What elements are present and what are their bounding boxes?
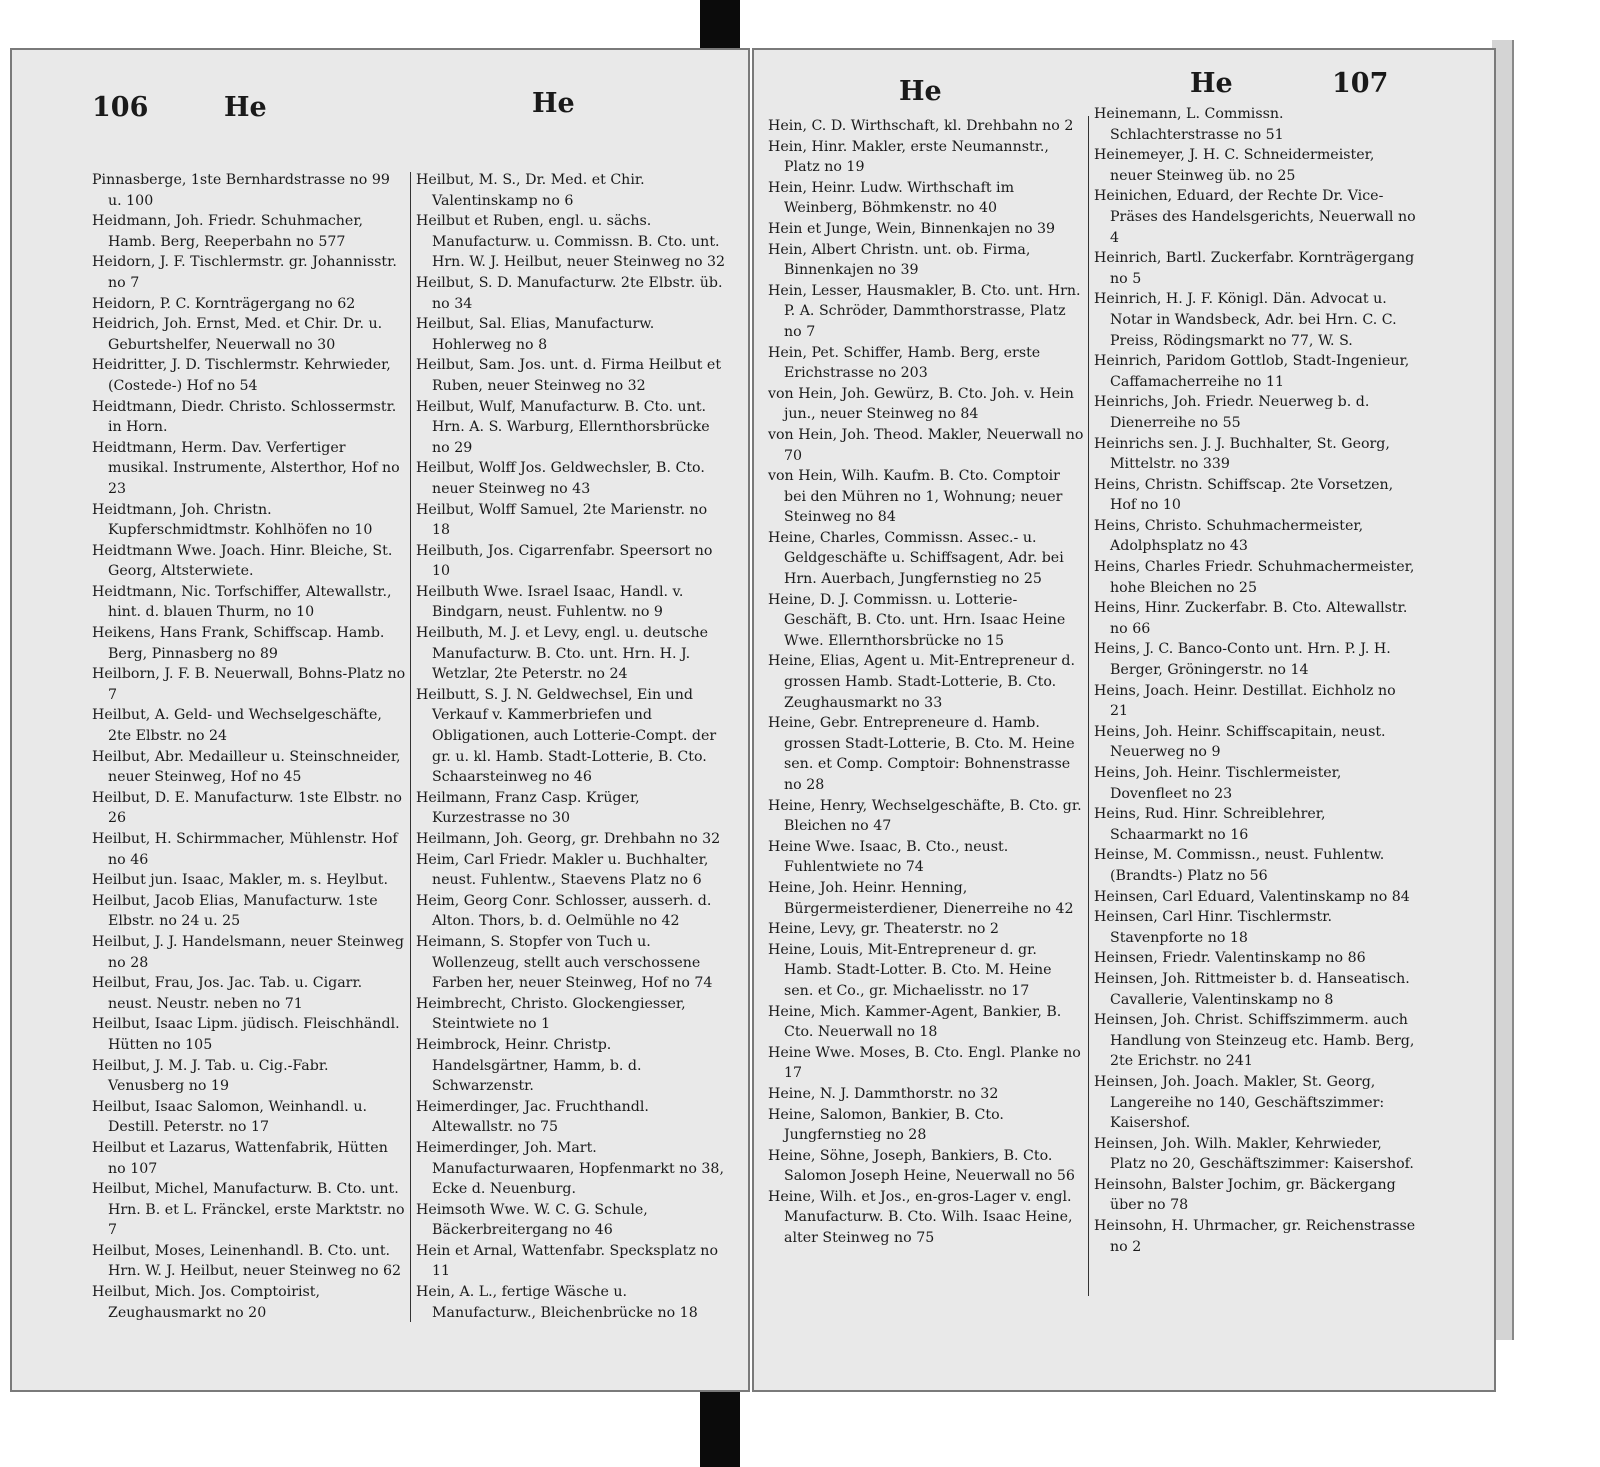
directory-entry: Heilbut, Isaac Salomon, Weinhandl. u. Destill. Peterstr. no 17 — [92, 1098, 367, 1136]
directory-entry: Hein, C. D. Wirthschaft, kl. Drehbahn no 2 — [768, 118, 1074, 134]
directory-entry: Heins, J. C. Banco-Conto unt. Hrn. P. J. H. Berger, Gröningerstr. no 14 — [1094, 641, 1391, 679]
directory-entry: Heidorn, J. F. Tischlermstr. gr. Johannisstr. no 7 — [92, 254, 397, 291]
directory-entry: Heinsen, Joh. Rittmeister b. d. Hanseatisch. Cavallerie, Valentinskamp no 8 — [1094, 970, 1410, 1008]
page-number-right: 107 — [1332, 68, 1389, 99]
directory-entry: Heins, Christo. Schuhmachermeister, Adolphsplatz no 43 — [1094, 517, 1364, 555]
directory-entry: Heilbut, Isaac Lipm. jüdisch. Fleischhändl. Hütten no 105 — [92, 1016, 400, 1053]
directory-entry: Heim, Georg Conr. Schlosser, ausserh. d. Alton. Thors, b. d. Oelmühle no 42 — [416, 892, 712, 930]
directory-entry: Hein, Pet. Schiffer, Hamb. Berg, erste Erichstrasse no 203 — [768, 344, 1041, 382]
directory-entry: Heilbut, Sam. Jos. unt. d. Firma Heilbut et Ruben, neuer Steinweg no 32 — [416, 357, 722, 394]
directory-entry: Heinse, M. Commissn., neust. Fuhlentw. (Brandts-) Platz no 56 — [1094, 847, 1385, 884]
directory-entry: Hein et Junge, Wein, Binnenkajen no 39 — [768, 220, 1056, 237]
directory-entry: Heilbut, Wolff Jos. Geldwechsler, B. Cto. neuer Steinweg no 43 — [416, 460, 705, 497]
directory-entry: Heine, Wilh. et Jos., en-gros-Lager v. engl. Manufacturw. B. Cto. Wilh. Isaac Heine, alter Steinweg no 75 — [768, 1188, 1073, 1247]
directory-entry: Heilbut, S. D. Manufacturw. 2te Elbstr. üb. no 34 — [416, 274, 723, 312]
directory-entry: Heinsen, Carl Hinr. Tischlermstr. Stavenpforte no 18 — [1094, 909, 1332, 946]
directory-entry: Hein, Hinr. Makler, erste Neumannstr., Platz no 19 — [768, 138, 1049, 176]
directory-entry: Heinrich, Paridom Gottlob, Stadt-Ingenieur, Caffamacherreihe no 11 — [1094, 353, 1410, 390]
running-head-left-2: He — [532, 88, 575, 119]
directory-entry: Heine, N. J. Dammthorstr. no 32 — [768, 1085, 999, 1102]
directory-entry: Heinsohn, Balster Jochim, gr. Bäckergang über no 78 — [1094, 1176, 1396, 1214]
directory-entry: von Hein, Joh. Gewürz, B. Cto. Joh. v. Hein jun., neuer Steinweg no 84 — [768, 385, 1074, 423]
directory-entry: Heine, Salomon, Bankier, B. Cto. Jungfernstieg no 28 — [768, 1106, 1004, 1144]
directory-entry: Heimann, S. Stopfer von Tuch u. Wollenzeug, stellt auch verschossene Farben her, neuer Steinweg, Hof no 74 — [416, 933, 713, 992]
directory-entry: Heins, Joach. Heinr. Destillat. Eichholz no 21 — [1094, 682, 1396, 720]
directory-entry: Heine, Mich. Kammer-Agent, Bankier, B. Cto. Neuerwall no 18 — [768, 1003, 1062, 1041]
directory-entry: Heilbuth Wwe. Israel Isaac, Handl. v. Bindgarn, neust. Fuhlentw. no 9 — [416, 583, 684, 621]
directory-entry: Heilbut, Wolff Samuel, 2te Marienstr. no 18 — [416, 501, 708, 539]
directory-entry: Heilbut, J. M. J. Tab. u. Cig.-Fabr. Venusberg no 19 — [92, 1057, 329, 1095]
left-page — [10, 48, 750, 1392]
directory-entry: Heilbut et Lazarus, Wattenfabrik, Hütten no 107 — [92, 1139, 388, 1177]
directory-entry: Heinrichs, Joh. Friedr. Neuerweg b. d. Dienerreihe no 55 — [1094, 394, 1370, 431]
directory-entry: Heilbutt, S. J. N. Geldwechsel, Ein und Verkauf v. Kammerbriefen und Obligationen, auch Lotterie-Compt. der gr. u. kl. Hamb. Stadt-Lotterie, B. Cto. Schaarsteinweg no 46 — [416, 686, 717, 786]
directory-entry: Heine, Levy, gr. Theaterstr. no 2 — [768, 921, 999, 938]
directory-entry: Pinnasberge, 1ste Bernhardstrasse no 99 u. 100 — [92, 172, 390, 209]
directory-entry: Heilbut, A. Geld- und Wechselgeschäfte, 2te Elbstr. no 24 — [92, 707, 382, 745]
directory-entry: Heine, Charles, Commissn. Assec.- u. Geldgeschäfte u. Schiffsagent, Adr. bei Hrn. Auerbach, Jungfernstieg no 25 — [768, 529, 1064, 588]
directory-entry: Heinemann, L. Commissn. Schlachterstrasse no 51 — [1094, 106, 1284, 143]
directory-entry: Hein, Lesser, Hausmakler, B. Cto. unt. Hrn. P. A. Schröder, Dammthorstrasse, Platz no 7 — [768, 282, 1081, 340]
directory-entry: Heidritter, J. D. Tischlermstr. Kehrwieder, (Costede-) Hof no 54 — [92, 357, 391, 394]
column-rule-right — [1088, 116, 1089, 1296]
directory-entry: Heins, Joh. Heinr. Schiffscapitain, neust. Neuerweg no 9 — [1094, 723, 1386, 761]
directory-entry: Heikens, Hans Frank, Schiffscap. Hamb. Berg, Pinnasberg no 89 — [92, 625, 385, 662]
directory-entry: Heilbut jun. Isaac, Makler, m. s. Heylbut. — [92, 872, 389, 889]
directory-entry: Heine, D. J. Commissn. u. Lotterie-Geschäft, B. Cto. unt. Hrn. Isaac Heine Wwe. Ellernthorsbrücke no 15 — [768, 591, 1066, 649]
directory-entry: Heilbut, J. J. Handelsmann, neuer Steinweg no 28 — [92, 933, 404, 971]
left-page-column-2 — [416, 170, 728, 1323]
directory-entry: von Hein, Wilh. Kaufm. B. Cto. Comptoir bei den Mühren no 1, Wohnung; neuer Steinweg no 84 — [768, 468, 1063, 526]
directory-entry: Heine Wwe. Isaac, B. Cto., neust. Fuhlentwiete no 74 — [768, 838, 1009, 876]
directory-entry: Heins, Hinr. Zuckerfabr. B. Cto. Altewallstr. no 66 — [1094, 600, 1408, 637]
directory-entry: Hein, A. L., fertige Wäsche u. Manufacturw., Bleichenbrücke no 18 — [416, 1284, 698, 1321]
directory-entry: Heilmann, Franz Casp. Krüger, Kurzestrasse no 30 — [416, 789, 640, 827]
page-number-left: 106 — [92, 92, 149, 123]
right-page-column-1 — [768, 116, 1084, 1249]
directory-entry: Heimerdinger, Jac. Fruchthandl. Altewallstr. no 75 — [416, 1098, 649, 1136]
directory-entry: Heine, Joh. Heinr. Henning, Bürgermeisterdiener, Dienerreihe no 42 — [768, 879, 1074, 917]
directory-entry: Heilbut, Moses, Leinenhandl. B. Cto. unt. Hrn. W. J. Heilbut, neuer Steinweg no 62 — [92, 1242, 402, 1280]
directory-entry: Heinichen, Eduard, der Rechte Dr. Vice-Präses des Handelsgerichts, Neuerwall no 4 — [1094, 188, 1416, 246]
directory-entry: Heinrich, H. J. F. Königl. Dän. Advocat u. Notar in Wandsbeck, Adr. bei Hrn. C. C. Preiss, Rödingsmarkt no 77, W. S. — [1094, 291, 1397, 349]
directory-entry: Heilbut, Wulf, Manufacturw. B. Cto. unt. Hrn. A. S. Warburg, Ellernthorsbrücke no 29 — [416, 398, 710, 456]
directory-entry: Heinemeyer, J. H. C. Schneidermeister, neuer Steinweg üb. no 25 — [1094, 147, 1375, 184]
directory-entry: Heidrich, Joh. Ernst, Med. et Chir. Dr. u. Geburtshelfer, Neuerwall no 30 — [92, 316, 383, 353]
directory-entry: Heins, Joh. Heinr. Tischlermeister, Dovenfleet no 23 — [1094, 765, 1342, 802]
directory-entry: Heilbut, M. S., Dr. Med. et Chir. Valentinskamp no 6 — [416, 172, 645, 209]
directory-entry: Heins, Rud. Hinr. Schreiblehrer, Schaarmarkt no 16 — [1094, 806, 1326, 843]
directory-entry: Heilbut, Mich. Jos. Comptoirist, Zeughausmarkt no 20 — [92, 1284, 321, 1321]
directory-entry: Heimbrock, Heinr. Christp. Handelsgärtner, Hamm, b. d. Schwarzenstr. — [416, 1036, 642, 1095]
directory-entry: Heine, Louis, Mit-Entrepreneur d. gr. Hamb. Stadt-Lotter. B. Cto. M. Heine sen. et Co., gr. Michaelisstr. no 17 — [768, 941, 1052, 999]
directory-entry: Heins, Christn. Schiffscap. 2te Vorsetzen, Hof no 10 — [1094, 476, 1394, 514]
running-head-right-2: He — [1190, 68, 1233, 99]
directory-entry: Heidtmann, Diedr. Christo. Schlossermstr. in Horn. — [92, 398, 397, 436]
directory-entry: Heidtmann, Nic. Torfschiffer, Altewallstr., hint. d. blauen Thurm, no 10 — [92, 583, 392, 621]
directory-entry: Heidorn, P. C. Kornträgergang no 62 — [92, 295, 356, 312]
directory-entry: Heilborn, J. F. B. Neuerwall, Bohns-Platz no 7 — [92, 666, 406, 703]
directory-entry: Hein, Heinr. Ludw. Wirthschaft im Weinberg, Böhmkenstr. no 40 — [768, 179, 1015, 217]
running-head-left-1: He — [224, 92, 267, 123]
directory-entry: Heinsohn, H. Uhrmacher, gr. Reichenstrasse no 2 — [1094, 1218, 1416, 1255]
directory-entry: Heidtmann, Herm. Dav. Verfertiger musikal. Instrumente, Alsterthor, Hof no 23 — [92, 439, 400, 497]
directory-entry: Heilbut et Ruben, engl. u. sächs. Manufacturw. u. Commissn. B. Cto. unt. Hrn. W. J. Heilbut, neuer Steinweg no 32 — [416, 213, 726, 271]
directory-entry: Heins, Charles Friedr. Schuhmachermeister, hohe Bleichen no 25 — [1094, 559, 1415, 596]
directory-entry: Heidtmann Wwe. Joach. Hinr. Bleiche, St. Georg, Altsterwiete. — [92, 542, 393, 580]
left-page-column-1 — [92, 170, 406, 1323]
directory-entry: Heine, Elias, Agent u. Mit-Entrepreneur d. grossen Hamb. Stadt-Lotterie, B. Cto. Zeughausmarkt no 33 — [768, 653, 1076, 711]
right-page-column-2 — [1094, 104, 1416, 1257]
directory-entry: Heidmann, Joh. Friedr. Schuhmacher, Hamb. Berg, Reeperbahn no 577 — [92, 213, 364, 250]
directory-entry: Heinsen, Joh. Christ. Schiffszimmerm. auch Handlung von Steinzeug etc. Hamb. Berg, 2te Erichstr. no 241 — [1094, 1012, 1415, 1070]
directory-entry: Heilbut, Sal. Elias, Manufacturw. Hohlerweg no 8 — [416, 316, 655, 353]
directory-entry: Heine, Söhne, Joseph, Bankiers, B. Cto. Salomon Joseph Heine, Neuerwall no 56 — [768, 1147, 1075, 1185]
directory-entry: Hein, Albert Christn. unt. ob. Firma, Binnenkajen no 39 — [768, 241, 1031, 279]
directory-entry: Heinsen, Joh. Joach. Makler, St. Georg, Langereihe no 140, Geschäftszimmer: Kaisershof. — [1094, 1073, 1385, 1132]
column-rule-left — [410, 172, 411, 1322]
directory-entry: Heilbut, Frau, Jos. Jac. Tab. u. Cigarr. neust. Neustr. neben no 71 — [92, 975, 363, 1012]
directory-entry: Heim, Carl Friedr. Makler u. Buchhalter, neust. Fuhlentw., Staevens Platz no 6 — [416, 851, 709, 889]
directory-entry: Heine, Henry, Wechselgeschäfte, B. Cto. gr. Bleichen no 47 — [768, 797, 1082, 835]
directory-entry: Heine Wwe. Moses, B. Cto. Engl. Planke no 17 — [768, 1044, 1081, 1082]
directory-entry: Heimerdinger, Joh. Mart. Manufacturwaaren, Hopfenmarkt no 38, Ecke d. Neuenburg. — [416, 1139, 724, 1198]
directory-entry: von Hein, Joh. Theod. Makler, Neuerwall no 70 — [768, 426, 1084, 464]
directory-entry: Heinsen, Friedr. Valentinskamp no 86 — [1094, 950, 1366, 967]
directory-entry: Heidtmann, Joh. Christn. Kupferschmidtmstr. Kohlhöfen no 10 — [92, 501, 373, 539]
directory-entry: Heilbut, Michel, Manufacturw. B. Cto. unt. Hrn. B. et L. Fränckel, erste Marktstr. no 7 — [92, 1181, 405, 1239]
directory-entry: Heinrichs sen. J. J. Buchhalter, St. Georg, Mittelstr. no 339 — [1094, 435, 1390, 473]
directory-entry: Heilbuth, Jos. Cigarrenfabr. Speersort no 10 — [416, 542, 713, 580]
right-page — [752, 48, 1496, 1392]
directory-entry: Heinsen, Joh. Wilh. Makler, Kehrwieder, Platz no 20, Geschäftszimmer: Kaisershof. — [1094, 1135, 1414, 1173]
directory-entry: Heilbuth, M. J. et Levy, engl. u. deutsche Manufacturw. B. Cto. unt. Hrn. H. J. Wetzlar, 2te Peterstr. no 24 — [416, 625, 709, 683]
directory-entry: Heinsen, Carl Eduard, Valentinskamp no 84 — [1094, 888, 1410, 905]
directory-entry: Heine, Gebr. Entrepreneure d. Hamb. grossen Stadt-Lotterie, B. Cto. M. Heine sen. et Comp. Comptoir: Bohnenstrasse no 28 — [768, 715, 1075, 793]
directory-entry: Heilbut, Abr. Medailleur u. Steinschneider, neuer Steinweg, Hof no 45 — [92, 748, 401, 786]
directory-entry: Heilbut, H. Schirmmacher, Mühlenstr. Hof no 46 — [92, 831, 398, 868]
running-head-right-1: He — [899, 76, 942, 107]
directory-entry: Heinrich, Bartl. Zuckerfabr. Kornträgergang no 5 — [1094, 250, 1415, 287]
directory-entry: Heimsoth Wwe. W. C. G. Schule, Bäckerbreitergang no 46 — [416, 1201, 648, 1239]
directory-entry: Heilbut, D. E. Manufacturw. 1ste Elbstr. no 26 — [92, 789, 402, 827]
directory-entry: Heimbrecht, Christo. Glockengiesser, Steintwiete no 1 — [416, 995, 686, 1033]
directory-entry: Heilmann, Joh. Georg, gr. Drehbahn no 32 — [416, 831, 721, 847]
directory-entry: Heilbut, Jacob Elias, Manufacturw. 1ste Elbstr. no 24 u. 25 — [92, 892, 378, 930]
directory-entry: Hein et Arnal, Wattenfabr. Specksplatz no 11 — [416, 1242, 718, 1280]
